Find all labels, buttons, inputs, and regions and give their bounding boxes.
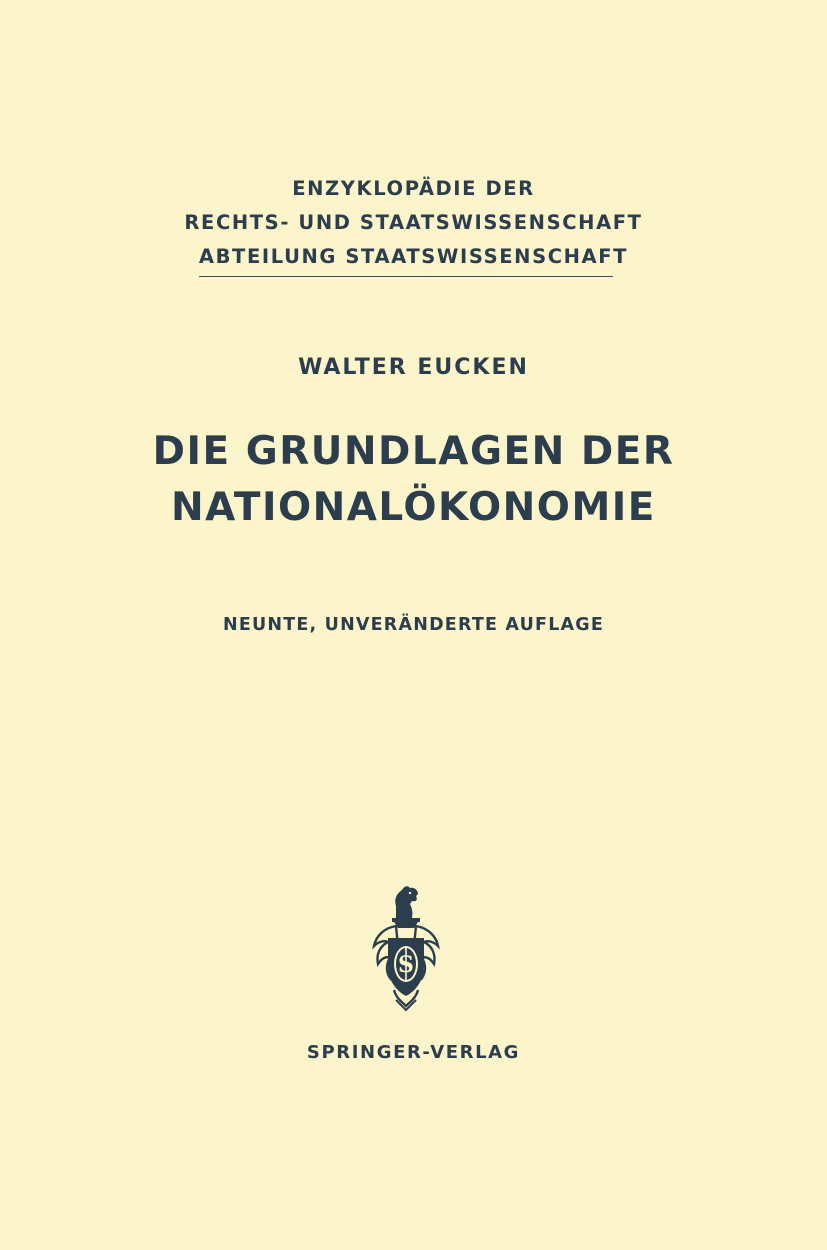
- author-name: WALTER EUCKEN: [298, 355, 529, 380]
- series-line-3: ABTEILUNG STAATSWISSENSCHAFT: [198, 245, 629, 268]
- book-title: [0, 424, 827, 536]
- divider-rule: [199, 276, 613, 277]
- edition-statement: NEUNTE, UNVERÄNDERTE AUFLAGE: [222, 615, 605, 635]
- series-line-2: RECHTS- UND STAATSWISSENSCHAFT: [184, 211, 643, 234]
- title-line-1: DIE GRUNDLAGEN DER: [152, 429, 675, 474]
- series-title: [0, 172, 827, 274]
- title-line-2: NATIONALÖKONOMIE: [171, 485, 656, 530]
- svg-text:S: S: [398, 952, 414, 978]
- publisher-name: SPRINGER-VERLAG: [306, 1042, 521, 1063]
- series-line-1: ENZYKLOPÄDIE DER: [292, 177, 535, 200]
- springer-chess-knight-icon: [366, 882, 446, 1014]
